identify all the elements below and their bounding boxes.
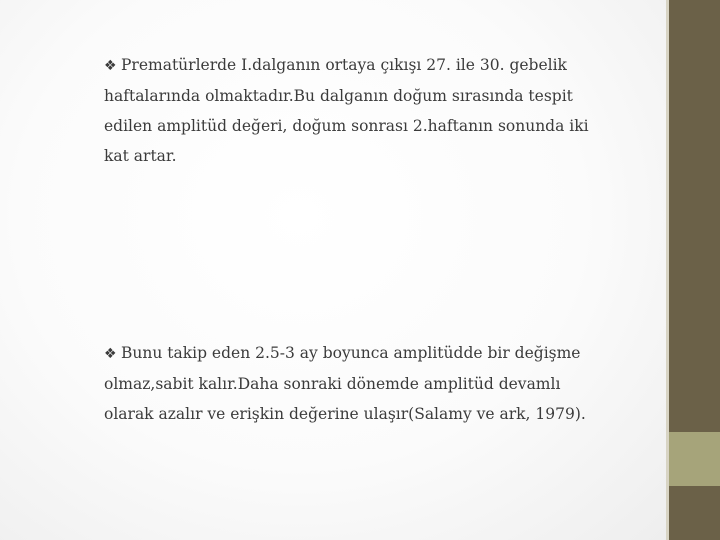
paragraph-1-text: Prematürlerde I.dalganın ortaya çıkışı 27. ile 30. gebelik haftalarında olmaktadır.Bu dalganın doğum sırasında tespit edilen amplitüd değeri, doğum sonrası 2.haftanın sonunda iki kat artar. — [104, 56, 589, 165]
diamond-bullet-icon: ❖ — [104, 346, 117, 362]
side-accent-block — [669, 432, 720, 486]
paragraph-2-text: Bunu takip eden 2.5-3 ay boyunca amplitüdde bir değişme olmaz,sabit kalır.Daha sonraki dönemde amplitüd devamlı olarak azalır ve erişkin değerine ulaşır(Salamy ve ark, 1979). — [104, 344, 586, 423]
paragraph-1 — [104, 50, 604, 171]
paragraph-2 — [104, 338, 604, 429]
diamond-bullet-icon: ❖ — [104, 58, 117, 74]
